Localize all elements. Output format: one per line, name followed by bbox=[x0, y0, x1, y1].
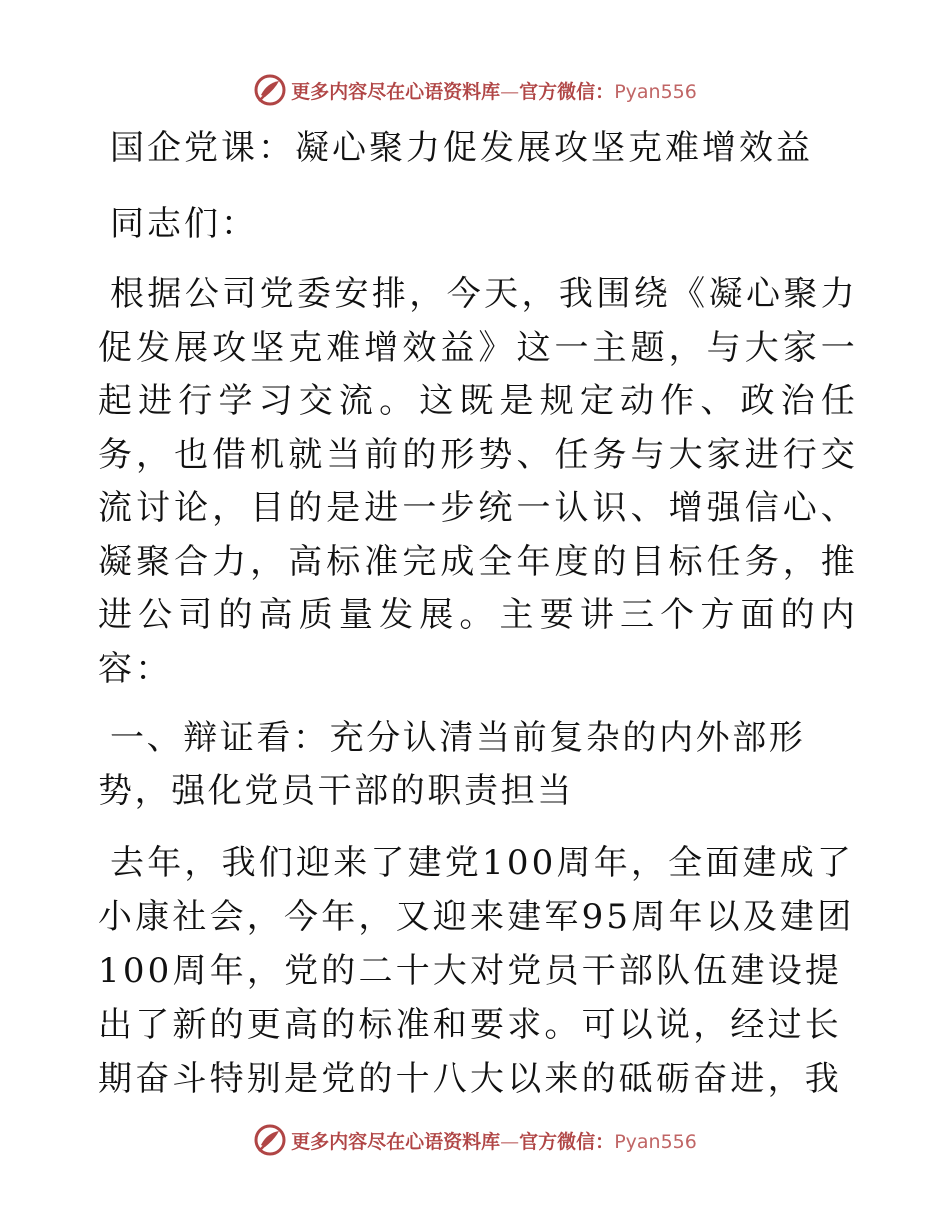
section-1-paragraph: 去年，我们迎来了建党100周年，全面建成了小康社会，今年，又迎来建军95周年以及建团100周年，党的二十大对党员干部队伍建设提出了新的更高的标准和要求。可以说，经过长期奋斗特别是党的十八大以来的砥砺奋进，我 bbox=[98, 843, 855, 1099]
watermark-footer bbox=[0, 1120, 950, 1160]
watermark-wechat-label: 官方微信： bbox=[519, 1130, 615, 1153]
watermark-brand: 更多内容尽在心语资料库 bbox=[291, 1130, 501, 1153]
watermark-wechat-label: 官方微信： bbox=[519, 80, 615, 103]
watermark-separator: — bbox=[500, 1130, 520, 1153]
document-body bbox=[98, 118, 858, 1106]
document-title: 国企党课：凝心聚力促发展攻坚克难增效益 bbox=[110, 128, 813, 168]
watermark-header bbox=[0, 70, 950, 110]
watermark-text bbox=[291, 77, 697, 104]
section-heading-1: 一、辩证看：充分认清当前复杂的内外部形势，强化党员干部的职责担当 bbox=[98, 718, 806, 811]
intro-paragraph: 根据公司党委安排，今天，我围绕《凝心聚力促发展攻坚克难增效益》这一主题，与大家一起进行学习交流。这既是规定动作、政治任务，也借机就当前的形势、任务与大家进行交流讨论，目的是进一步统一认识、增强信心、凝聚合力，高标准完成全年度的目标任务，推进公司的高质量发展。主要讲三个方面的内容： bbox=[98, 274, 858, 689]
watermark-wechat-id: Pyan556 bbox=[614, 1130, 697, 1153]
watermark-separator: — bbox=[500, 80, 520, 103]
watermark-brand: 更多内容尽在心语资料库 bbox=[291, 80, 501, 103]
pen-logo-icon bbox=[253, 1123, 287, 1157]
greeting: 同志们： bbox=[110, 204, 258, 244]
watermark-wechat-id: Pyan556 bbox=[614, 80, 697, 103]
watermark-text bbox=[291, 1127, 697, 1154]
pen-logo-icon bbox=[253, 73, 287, 107]
